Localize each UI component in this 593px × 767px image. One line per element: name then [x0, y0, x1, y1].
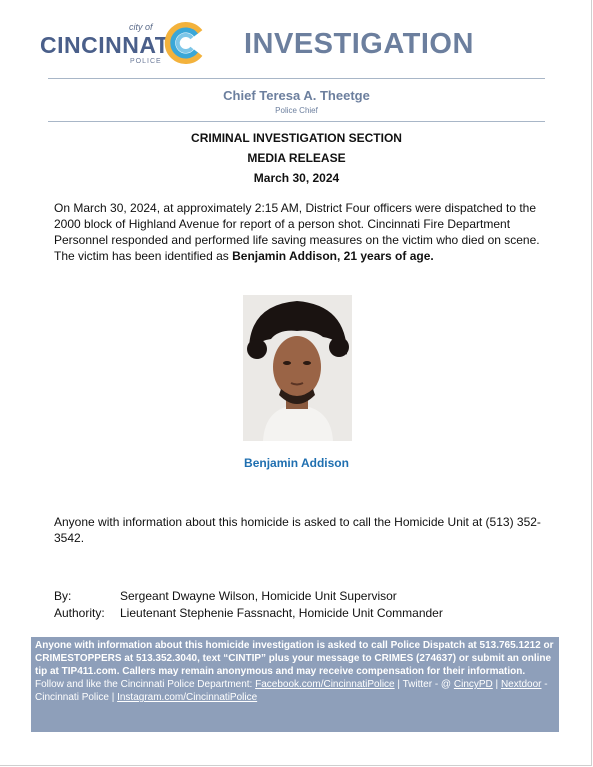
twitter-link[interactable]: CincyPD — [453, 679, 493, 690]
cincinnati-police-logo — [40, 20, 210, 70]
page-title: INVESTIGATION — [244, 28, 474, 60]
chief-title: Police Chief — [275, 106, 318, 115]
footer-tip-text: Anyone with information about this homicide investigation is asked to call Police Dispatch at 513.765.1212 or CRIMESTOPPERS at 513.352.3040, text “CINTIP” plus your message to CRIMES (274637) or submit an online tip at TIP411.com. Callers may remain anonymous and may receive compensation for their information. — [35, 640, 554, 677]
logo-city-of: city of — [129, 22, 153, 32]
footer-social-line — [35, 678, 555, 704]
nextdoor-link[interactable]: Nextdoor — [500, 679, 542, 690]
incident-paragraph — [54, 200, 559, 264]
by-label: By: — [54, 589, 72, 603]
header-rule-bottom — [48, 121, 545, 122]
footer-follow-text: Follow and like the Cincinnati Police Department: — [35, 679, 256, 690]
authority-label: Authority: — [54, 606, 105, 620]
footer-sep-1: | Twitter - @ — [394, 679, 454, 690]
logo-police: POLICE — [130, 58, 162, 65]
section-heading: CRIMINAL INVESTIGATION SECTION — [191, 131, 402, 145]
footer-nextdoor-rest: - Cincinnati Police | — [35, 679, 548, 703]
authority-value: Lieutenant Stephenie Fassnacht, Homicide Unit Commander — [120, 606, 443, 620]
victim-photo — [243, 295, 352, 441]
header-rule-top — [48, 78, 545, 79]
logo-name: CINCINNATI — [40, 32, 177, 58]
contact-paragraph: Anyone with information about this homicide is asked to call the Homicide Unit at (513) 352-3542. — [54, 515, 541, 545]
instagram-link[interactable]: Instagram.com/CincinnatiPolice — [117, 692, 258, 703]
chief-name: Chief Teresa A. Theetge — [223, 88, 370, 103]
facebook-link[interactable]: Facebook.com/CincinnatiPolice — [255, 679, 395, 690]
incident-text: On March 30, 2024, at approximately 2:15 AM, District Four officers were dispatched to the 2000 block of Highland Avenue for report of a person shot. Cincinnati Fire Department Personnel responded and performed life saving measures on the victim who died on scene. The victim has been identified as — [54, 201, 540, 263]
logo-c-mark-icon — [162, 20, 208, 66]
by-value: Sergeant Dwayne Wilson, Homicide Unit Supervisor — [120, 589, 397, 603]
tip-footer — [31, 637, 559, 732]
footer-sep-2: | — [492, 679, 501, 690]
photo-caption: Benjamin Addison — [244, 456, 349, 470]
byline-by — [54, 589, 397, 603]
byline-authority — [54, 606, 443, 620]
release-date: March 30, 2024 — [253, 171, 340, 185]
release-type: MEDIA RELEASE — [247, 151, 346, 165]
victim-identity: Benjamin Addison, 21 years of age. — [232, 249, 434, 263]
